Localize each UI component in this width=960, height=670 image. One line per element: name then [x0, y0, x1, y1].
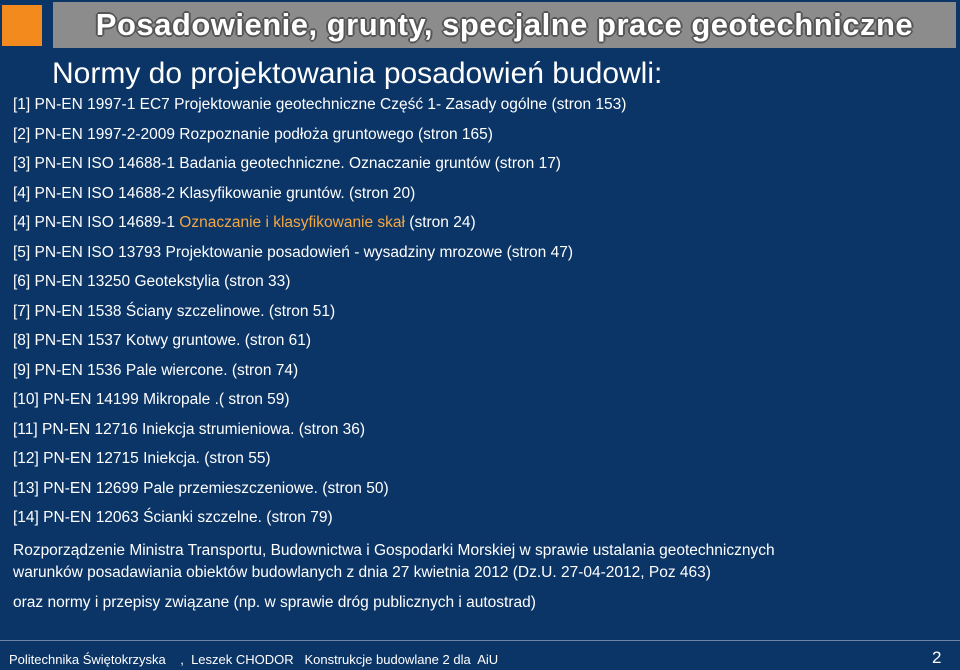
- related-regulations-text: oraz normy i przepisy związane (np. w sprawie dróg publicznych i autostrad): [13, 594, 536, 611]
- norm-item-7: [6] PN-EN 13250 Geotekstylia (stron 33): [13, 273, 291, 290]
- norm-item-6: [5] PN-EN ISO 13793 Projektowanie posadowień - wysadziny mrozowe (stron 47): [13, 243, 573, 261]
- norm-item-1: [1] PN-EN 1997-1 EC7 Projektowanie geotechniczne Część 1- Zasady ogólne (stron 153): [13, 96, 627, 113]
- norm-item-3: [3] PN-EN ISO 14688-1 Badania geotechniczne. Oznaczanie gruntów (stron 17): [13, 155, 561, 172]
- norm-item-12: [11] PN-EN 12716 Iniekcja strumieniowa. (stron 36): [13, 420, 366, 438]
- norm-item-2: [2] PN-EN 1997-2-2009 Rozpoznanie podłoża gruntowego (stron 165): [13, 125, 493, 143]
- slide-subtitle: Normy do projektowania posadowień budowli:: [52, 57, 663, 90]
- norms-list: [13, 95, 626, 538]
- norm-item-14: [13] PN-EN 12699 Pale przemieszczeniowe. (stron 50): [13, 479, 389, 497]
- title-bar: [53, 2, 956, 48]
- norm-item-15: [14] PN-EN 12063 Ścianki szczelne. (stron 79): [13, 509, 333, 526]
- decree-line-1: Rozporządzenie Ministra Transportu, Budownictwa i Gospodarki Morskiej w sprawie ustalania geotechnicznych: [13, 542, 775, 559]
- norm-item-8: [7] PN-EN 1538 Ściany szczelinowe. (stron 51): [13, 302, 336, 320]
- norm-item-10: [9] PN-EN 1536 Pale wiercone. (stron 74): [13, 361, 299, 379]
- decree-line-2: warunków posadawiania obiektów budowlanych z dnia 27 kwietnia 2012 (Dz.U. 27-04-2012, Poz 463): [13, 564, 711, 581]
- norm-item-9: [8] PN-EN 1537 Kotwy gruntowe. (stron 61): [13, 332, 312, 349]
- decree-text: [13, 540, 775, 584]
- slide-title: Posadowienie, grunty, specjalne prace geotechniczne: [95, 7, 914, 42]
- orange-accent-square: [2, 5, 42, 46]
- footer-text: Politechnika Świętokrzyska , Leszek CHODOR Konstrukcje budowlane 2 dla AiU: [9, 652, 499, 667]
- page-number: 2: [932, 648, 942, 667]
- norm-item-5: [4] PN-EN ISO 14689-1 Oznaczanie i klasyfikowanie skał (stron 24): [13, 214, 476, 231]
- norm-item-4: [4] PN-EN ISO 14688-2 Klasyfikowanie gruntów. (stron 20): [13, 184, 416, 202]
- highlighted-norm-title: Oznaczanie i klasyfikowanie skał: [179, 214, 405, 231]
- norm-item-11: [10] PN-EN 14199 Mikropale .( stron 59): [13, 391, 290, 408]
- norm-item-13: [12] PN-EN 12715 Iniekcja. (stron 55): [13, 450, 271, 467]
- footer-divider: [0, 640, 960, 641]
